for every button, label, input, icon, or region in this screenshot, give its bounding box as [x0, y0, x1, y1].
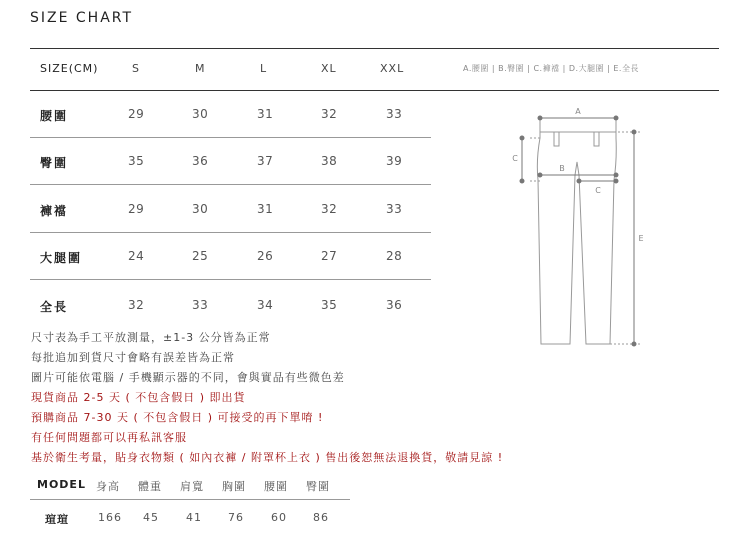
row-label: 全長	[40, 300, 69, 314]
note-line: 預購商品 7-30 天 ( 不包含假日 ) 可接受的再下單唷 !	[31, 411, 324, 424]
table-cell: 36	[192, 154, 209, 168]
model-header-weight: 體重	[138, 480, 162, 493]
table-cell: 34	[257, 298, 274, 312]
model-value-waist: 60	[271, 511, 287, 524]
model-value-hip: 86	[313, 511, 329, 524]
size-header-xxl: XXL	[380, 62, 405, 75]
table-cell: 29	[128, 107, 145, 121]
model-header-bust: 胸圍	[222, 480, 246, 493]
note-line: 尺寸表為手工平放測量，±1-3 公分皆為正常	[31, 331, 271, 344]
row-label: 臀圍	[40, 156, 69, 170]
table-cell: 28	[386, 249, 403, 263]
label-c-left: C	[512, 154, 518, 163]
dot-e-bottom	[632, 342, 637, 347]
table-cell: 32	[321, 202, 338, 216]
size-header-l: L	[260, 62, 268, 75]
table-cell: 33	[386, 202, 403, 216]
label-c-crotch: C	[595, 186, 601, 195]
notes-section	[31, 330, 503, 470]
pants-measurement-diagram	[500, 100, 660, 350]
dot-c-crotch-right	[614, 179, 619, 184]
note-line: 有任何問題都可以再私訊客服	[31, 431, 187, 444]
model-value-shoulder: 41	[186, 511, 202, 524]
belt-loop-right	[594, 132, 599, 146]
top-divider	[30, 48, 719, 49]
table-cell: 39	[386, 154, 403, 168]
dot-b-right	[614, 173, 619, 178]
table-row-length	[30, 282, 431, 329]
table-cell: 35	[321, 298, 338, 312]
row-divider	[30, 184, 431, 185]
dot-a-left	[538, 116, 543, 121]
table-row-waist	[30, 91, 431, 138]
row-label: 大腿圍	[40, 251, 83, 265]
note-line: 基於衛生考量，貼身衣物類 ( 如內衣褲 / 附罩杯上衣 ) 售出後恕無法退換貨，敬請見諒 !	[31, 451, 504, 464]
model-header-shoulder: 肩寬	[180, 480, 204, 493]
belt-loop-left	[554, 132, 559, 146]
dot-e-top	[632, 130, 637, 135]
size-header-m: M	[195, 62, 206, 75]
table-cell: 33	[386, 107, 403, 121]
model-header-waist: 腰圍	[264, 480, 288, 493]
table-cell: 36	[386, 298, 403, 312]
model-divider	[30, 499, 350, 500]
dot-b-left	[538, 173, 543, 178]
table-cell: 24	[128, 249, 145, 263]
table-cell: 31	[257, 202, 274, 216]
model-value-bust: 76	[228, 511, 244, 524]
table-cell: 37	[257, 154, 274, 168]
note-line: 每批追加到貨尺寸會略有誤差皆為正常	[31, 351, 235, 364]
row-label: 腰圍	[40, 109, 69, 123]
dot-c-crotch-left	[577, 179, 582, 184]
size-header-s: S	[132, 62, 140, 75]
dot-a-right	[614, 116, 619, 121]
label-a: A	[575, 107, 581, 116]
model-value-weight: 45	[143, 511, 159, 524]
table-cell: 32	[128, 298, 145, 312]
label-e: E	[638, 234, 644, 243]
table-cell: 31	[257, 107, 274, 121]
measurement-legend: A.腰圍 | B.臀圍 | C.褲襠 | D.大腿圍 | E.全長	[463, 64, 639, 73]
table-row-hip	[30, 138, 431, 185]
dot-c-top	[520, 136, 525, 141]
model-header-height: 身高	[96, 480, 120, 493]
size-header-xl: XL	[321, 62, 337, 75]
label-b: B	[559, 164, 565, 173]
table-row-rise	[30, 186, 431, 233]
model-name: 瑄瑄	[45, 513, 69, 526]
table-cell: 35	[128, 154, 145, 168]
table-cell: 27	[321, 249, 338, 263]
table-cell: 38	[321, 154, 338, 168]
table-cell: 30	[192, 202, 209, 216]
table-cell: 30	[192, 107, 209, 121]
row-label: 褲襠	[40, 204, 69, 218]
table-cell: 26	[257, 249, 274, 263]
model-value-height: 166	[98, 511, 122, 524]
table-row-thigh	[30, 233, 431, 280]
table-cell: 25	[192, 249, 209, 263]
page-title: SIZE CHART	[30, 10, 134, 26]
table-cell: 33	[192, 298, 209, 312]
table-cell: 32	[321, 107, 338, 121]
dot-c-bottom	[520, 179, 525, 184]
pants-outline	[537, 118, 616, 344]
note-line: 圖片可能依電腦 / 手機顯示器的不同，會與實品有些微色差	[31, 371, 345, 384]
row-divider	[30, 279, 431, 280]
table-cell: 29	[128, 202, 145, 216]
note-line: 現貨商品 2-5 天 ( 不包含假日 ) 即出貨	[31, 391, 246, 404]
model-header-hip: 臀圍	[306, 480, 330, 493]
model-label: MODEL	[37, 478, 86, 491]
size-header-label: SIZE(CM)	[40, 62, 99, 75]
